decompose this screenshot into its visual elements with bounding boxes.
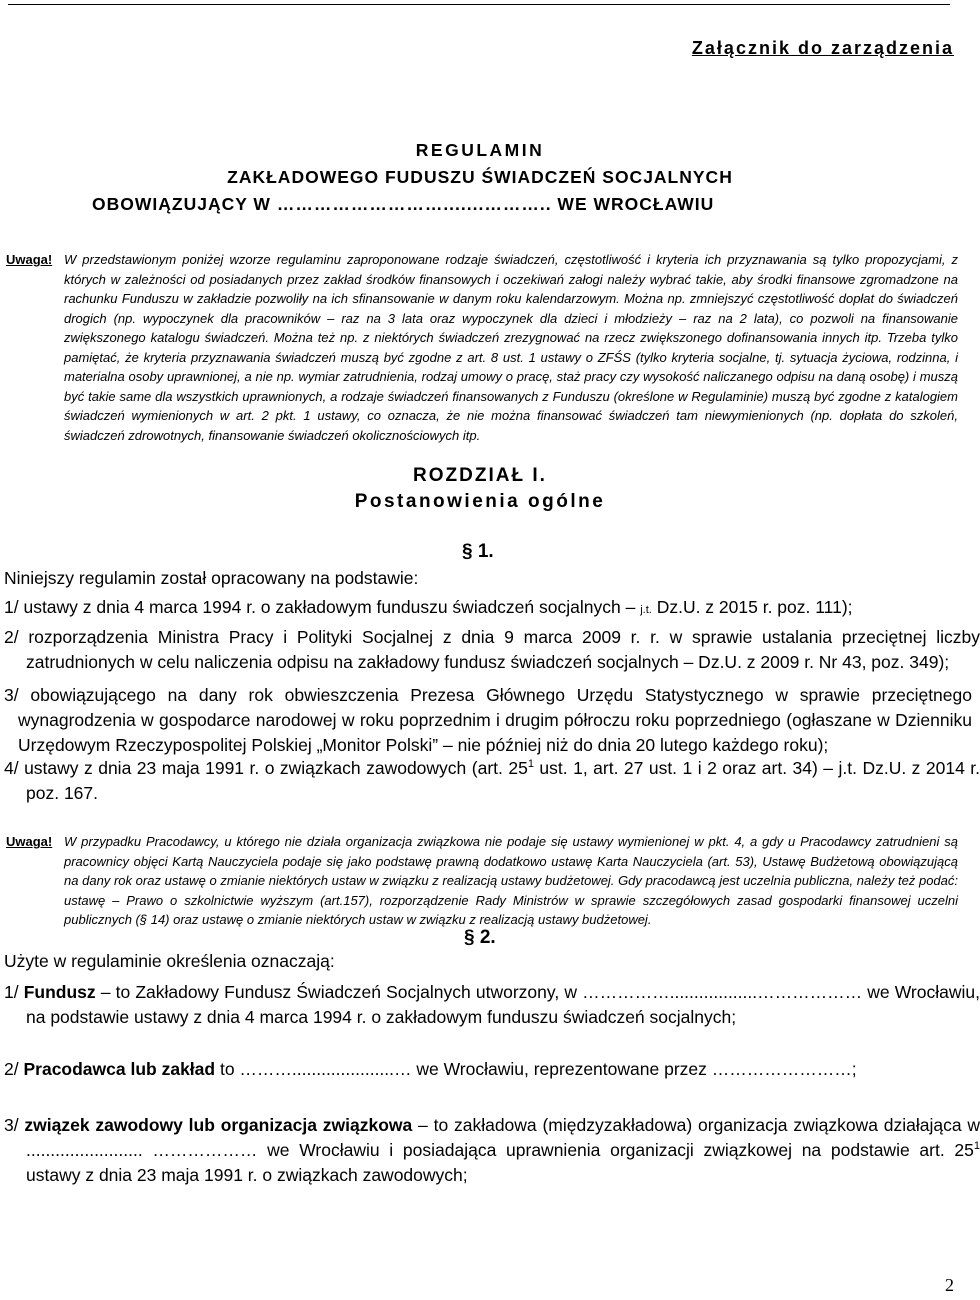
regulation-subtitle-location: OBOWIĄZUJĄCY W ……………………….......……….. WE WROCŁAWIU [92,194,715,214]
definition-text: – to Zakładowy Fundusz Świadczeń Socjalnych utworzony, w ……………..................……………… we Wrocławiu, na podstawie ustawy z dnia 4 marca 1994 r. o zakładowym funduszu świadczeń socjalnych; [26,982,980,1027]
definition-number: 1/ [4,982,19,1002]
definition-number: 2/ [4,1059,19,1079]
note-block-2 [6,832,958,930]
section-1-item-4 [4,756,980,806]
regulation-subtitle: ZAKŁADOWEGO FUDUSZU ŚWIADCZEŃ SOCJALNYCH [227,167,733,187]
definition-number: 3/ [4,1115,19,1135]
section-1-item-2: 2/ rozporządzenia Ministra Pracy i Polityki Socjalnej z dnia 9 marca 2009 r. r. w sprawie ustalania przeciętnej liczby zatrudnionych w celu naliczenia odpisu na zakładowy fundusz świadczeń socjalnych – Dz.U. z 2009 r. Nr 43, poz. 349); [4,627,980,672]
chapter-name: Postanowienia ogólne [354,491,606,512]
chapter-number: ROZDZIAŁ I. [413,465,547,486]
section-1-item-3: 3/ obowiązującego na dany rok obwieszczenia Prezesa Głównego Urzędu Statystycznego w sprawie przeciętnego wynagrodzenia w gospodarce narodowej w roku poprzednim i drugim półroczu roku poprzedniego (ogłaszane w Dzienniku Urzędowym Rzeczypospolitej Polskiej „Monitor Polski” – nie później niż do dnia 20 lutego każdego roku); [4,685,972,755]
item-text-end: ust. 1, art. 27 ust. 1 i 2 oraz art. 34) – j.t. Dz.U. z 2014 r. poz. 167. [26,758,980,803]
definition-1 [4,980,980,1030]
definition-text: – to zakładowa (międzyzakładowa) organizacja związkowa działająca w ........................ ……………… we Wrocławiu i posiadająca uprawnienia organizacji związkowej na podstawie art. 25 [26,1115,980,1160]
note-label: Uwaga! [6,834,53,849]
definition-term: związek zawodowy lub organizacja związkowa [24,1115,413,1135]
item-text: 1/ ustawy z dnia 4 marca 1994 r. o zakładowym funduszu świadczeń socjalnych – [4,597,636,617]
note-text: W przedstawionym poniżej wzorze regulaminu zaproponowane rodzaje świadczeń, częstotliwość i kryteria ich przyznawania są tylko propozycjami, z których w zależności od posiadanych przez zakład środków finansowych i oczekiwań załogi należy wybrać takie, aby środki finansowe zgromadzone na rachunku Funduszu w zakładzie pozwoliły na ich sfinansowanie w danym roku kalendarzowym. Można np. zmniejszyć częstotliwość dopłat do świadczeń drogich (np. wypoczynek dla pracowników – raz na 3 lata oraz wypoczynek dla dzieci i młodzieży – raz na 2 lata), co pozwoli na finansowanie zwiększonego katalogu świadczeń. Można też np. z niektórych świadczeń zrezygnować na rzecz zwiększonego dofinansowania innych itp. Trzeba tylko pamiętać, że kryteria przyznawania świadczeń muszą być zgodne z art. 8 ust. 1 ustawy o ZFŚS (tylko kryteria socjalne, tj. sytuacja życiowa, rodzinna, i materialna osoby uprawnionej, a nie np. wymiar zatrudnienia, rodzaj umowy o pracę, staż pracy czy wysokość naliczanego odpisu na daną osobę) i muszą być takie same dla wszystkich uprawnionych, a rodzaje świadczeń finansowanych z Funduszu (określone w Regulaminie) muszą być zgodne z katalogiem świadczeń wymienionych w art. 2 pkt. 1 ustawy, co oznacza, że nie można finansować świadczeń tam niewymienionych (np. dopłata do szkoleń, świadczeń zdrowotnych, finansowanie świadczeń okolicznościowych itp. [64,252,958,443]
definition-term: Pracodawca lub zakład [23,1059,216,1079]
item-text-end: Dz.U. z 2015 r. poz. 111); [656,597,853,617]
definition-term: Fundusz [23,982,96,1002]
page-number: 2 [945,1275,954,1295]
definition-3 [4,1113,980,1188]
section-2-intro: Użyte w regulaminie określenia oznaczają: [4,951,335,971]
regulation-title: REGULAMIN [415,140,545,160]
top-rule [8,4,950,5]
note-text: W przypadku Pracodawcy, u którego nie działa organizacja związkowa nie podaje się ustawy wymienionej w pkt. 4, a gdy u Pracodawcy zatrudnieni są pracownicy objęci Kartą Nauczyciela podaje się jako podstawę prawną dodatkowo ustawę Karta Nauczyciela (art. 53), Ustawę Budżetową obowiązującą na dany rok oraz ustawę o zmianie niektórych ustaw w związku z realizacją ustawy budżetowej. Gdy pracodawcą jest uczelnia publiczna, należy też podać: ustawę – Prawo o szkolnictwie wyższym (art.157), rozporządzenie Rady Ministrów w sprawie szczegółowych zasad gospodarki finansowej uczelni publicznych (§ 14) oraz ustawę o zmianie niektórych ustaw w związku z realizacją ustawy budżetowej. [64,834,958,927]
definition-text-end: ustawy z dnia 23 maja 1991 r. o związkach zawodowych; [26,1165,468,1185]
section-2-mark: § 2. [464,927,496,948]
definition-2 [4,1057,980,1082]
annex-heading: Załącznik do zarządzenia [691,38,954,58]
section-1-intro: Niniejszy regulamin został opracowany na podstawie: [4,568,419,588]
superscript: 1 [973,1140,980,1153]
definition-text: to ……….....................… we Wrocławiu, reprezentowane przez ……………………; [215,1059,857,1079]
item-abbrev: j.t. [640,604,652,616]
note-block-1 [6,250,958,445]
section-1-item-1 [4,595,958,623]
item-text: 4/ ustawy z dnia 23 maja 1991 r. o związkach zawodowych (art. 25 [4,758,528,778]
superscript: 1 [527,758,534,771]
note-label: Uwaga! [6,252,53,267]
section-1-mark: § 1. [462,541,494,562]
